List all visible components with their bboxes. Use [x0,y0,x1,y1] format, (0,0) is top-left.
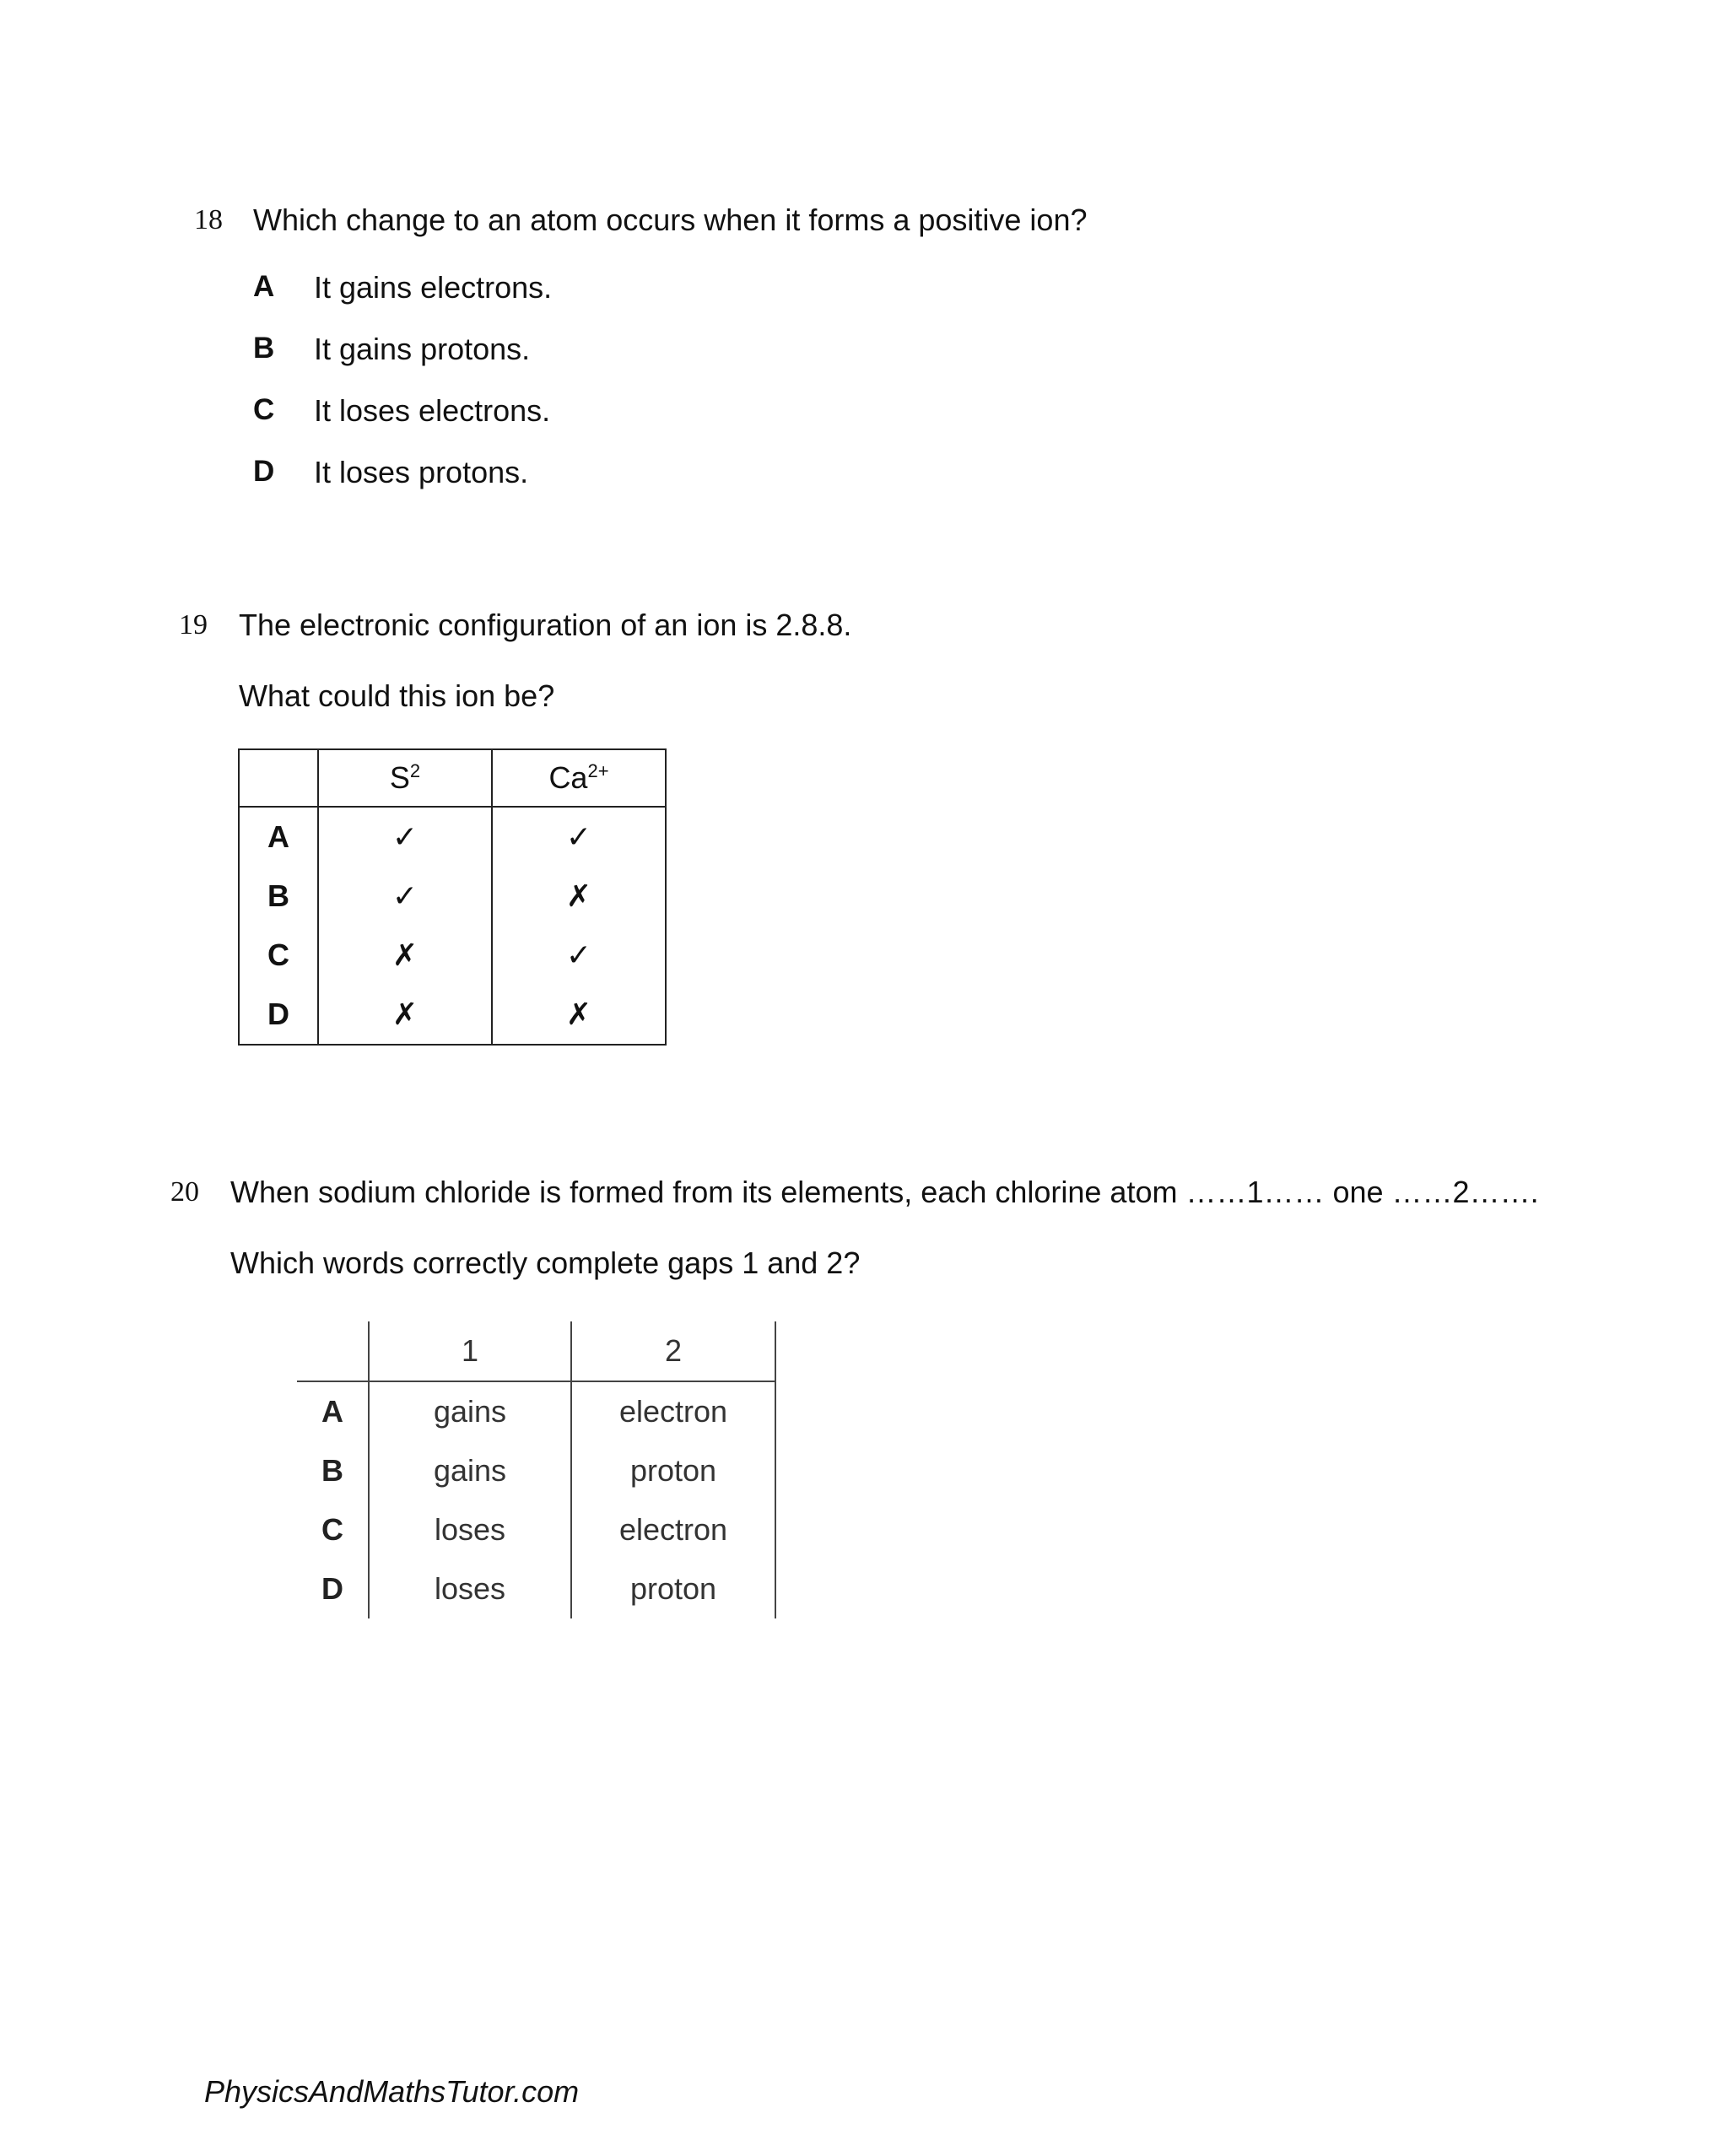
header-cell-sulfide: $S^2$ [318,749,492,807]
table-header-row [239,749,666,807]
cross-icon: ✗ [492,985,666,1045]
gap-2-cell: proton [571,1559,775,1618]
tick-icon: ✓ [318,867,492,926]
table-row [239,807,666,867]
row-letter: A [239,807,318,867]
gap-2-cell: electron [571,1500,775,1559]
gap-1-cell: loses [369,1559,571,1618]
row-letter: B [239,867,318,926]
row-letter: D [239,985,318,1045]
option-text: It gains protons. [314,332,531,366]
gap-1-cell: gains [369,1441,571,1500]
tick-icon: ✓ [492,926,666,985]
question-statement: The electronic configuration of an ion is 2.8.8. [239,608,852,642]
option-letter: B [253,332,275,365]
answer-table [297,1321,776,1618]
row-letter: B [321,1453,343,1488]
header-cell-gap-2: 2 [571,1321,775,1381]
option-letter: C [253,393,275,426]
row-letter: D [321,1571,343,1606]
table-row [297,1381,775,1441]
table-row [297,1500,775,1559]
option-text: It loses electrons. [314,393,551,428]
tick-icon: ✓ [492,807,666,867]
row-letter: A [321,1394,343,1429]
row-letter: C [239,926,318,985]
option-letter: D [253,455,275,488]
question-text: Which words correctly complete gaps 1 and 2? [230,1246,861,1280]
answer-table [238,748,667,1046]
question-number: 18 [194,204,223,235]
header-cell-gap-1: 1 [369,1321,571,1381]
question-number: 19 [179,609,208,640]
gap-2-cell: proton [571,1441,775,1500]
gap-1-cell: gains [369,1381,571,1441]
table-header-row [297,1321,775,1381]
option-letter: A [253,270,275,303]
footer-watermark[interactable]: PhysicsAndMathsTutor.com [204,2074,580,2109]
table-row [239,985,666,1045]
cross-icon: ✗ [318,985,492,1045]
tick-icon: ✓ [318,807,492,867]
question-text: Which change to an atom occurs when it forms a positive ion? [253,203,1088,237]
cross-icon: ✗ [318,926,492,985]
question-number: 20 [170,1176,199,1208]
question-text: What could this ion be? [239,678,555,713]
gap-2-cell: electron [571,1381,775,1441]
gap-1-cell: loses [369,1500,571,1559]
table-row [297,1559,775,1618]
table-row [239,926,666,985]
table-row [239,867,666,926]
header-cell-empty [297,1321,369,1381]
table-row [297,1441,775,1500]
header-cell-calcium: $Ca^{2+}$ [492,749,666,807]
option-text: It gains electrons. [314,270,553,305]
row-letter: C [321,1512,343,1547]
header-cell-empty [239,749,318,807]
question-statement: When sodium chloride is formed from its elements, each chlorine atom ……1…… one ……2……. [230,1175,1539,1209]
cross-icon: ✗ [492,867,666,926]
option-text: It loses protons. [314,455,529,489]
